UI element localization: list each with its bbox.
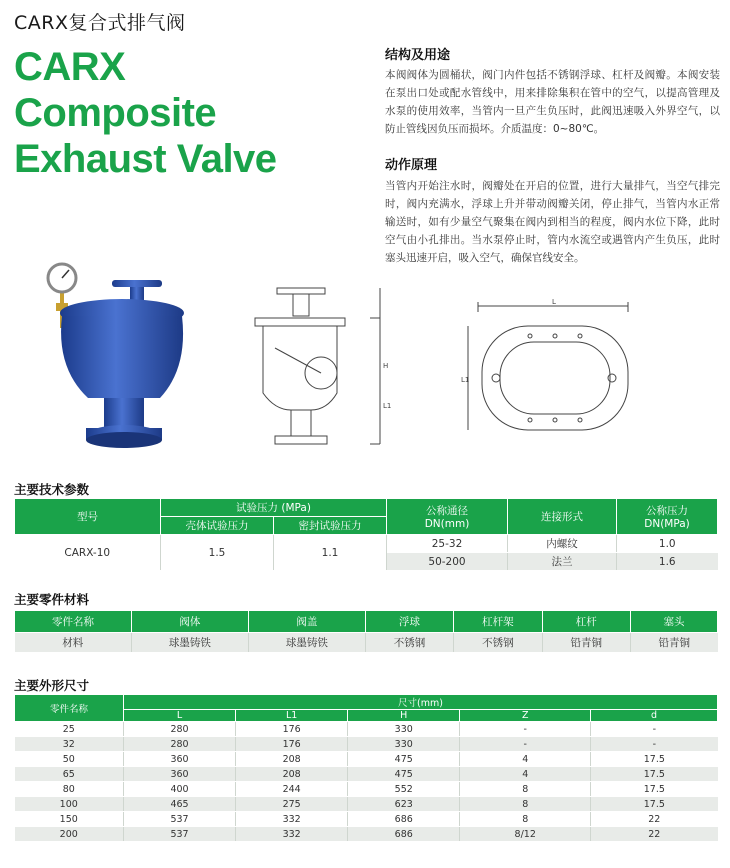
- product-subtitle: CARX复合式排气阀: [14, 12, 186, 34]
- tech-dn-0: 25-32: [387, 535, 508, 553]
- dims-cell: 244: [236, 782, 348, 797]
- dims-cell: 330: [348, 722, 460, 737]
- dims-th-h: H: [348, 710, 460, 722]
- mat-th-1: 阀体: [131, 611, 248, 633]
- dims-cell: 22: [591, 827, 718, 842]
- mat-td-2: 球墨铸铁: [248, 633, 365, 653]
- dims-cell: 17.5: [591, 767, 718, 782]
- dims-cell: 360: [124, 752, 236, 767]
- dims-cell: 8: [460, 782, 591, 797]
- mat-td-5: 铅青铜: [542, 633, 630, 653]
- principle-text: 当管内开始注水时，阀瓣处在开启的位置，进行大量排气，当空气排完时，阀内充满水，浮球上升并带动阀瓣关闭，停止排气，当管内水正常输送时，如有少量空气聚集在阀内到相当的程度，阀内水位下降，此时空气由小孔排出。当水泵停止时，管内水流空或遇管内产生负压，此时塞头迅速开启，吸入空气，确保官线安全。: [385, 180, 720, 264]
- th-dn-unit: DN(mm): [424, 518, 470, 530]
- dims-th-d: d: [591, 710, 718, 722]
- mat-th-2: 阀盖: [248, 611, 365, 633]
- table-row: [15, 737, 718, 752]
- dims-cell: 686: [348, 827, 460, 842]
- dims-cell: 465: [124, 797, 236, 812]
- mat-th-3: 浮球: [365, 611, 453, 633]
- label-h: H: [383, 362, 389, 370]
- table-row: [15, 797, 718, 812]
- dims-cell: 360: [124, 767, 236, 782]
- th-connection: 连接形式: [508, 499, 617, 535]
- dims-cell: 537: [124, 827, 236, 842]
- dims-cell: 17.5: [591, 797, 718, 812]
- tech-connection-1: 法兰: [508, 553, 617, 571]
- dims-cell: -: [460, 722, 591, 737]
- tech-pn-0: 1.0: [617, 535, 718, 553]
- dims-cell: 275: [236, 797, 348, 812]
- principle-heading: 动作原理: [385, 158, 438, 173]
- th-pn: [617, 499, 718, 535]
- mat-td-3: 不锈钢: [365, 633, 453, 653]
- table-row: [15, 812, 718, 827]
- tech-table-title: 主要技术参数: [14, 482, 90, 497]
- th-pn-label: 公称压力: [646, 505, 688, 517]
- dims-cell: 17.5: [591, 782, 718, 797]
- dims-cell: 4: [460, 752, 591, 767]
- tech-connection-0: 内螺纹: [508, 535, 617, 553]
- valve-section-drawing: [235, 278, 400, 458]
- dims-th-l1: L1: [236, 710, 348, 722]
- th-dn: [387, 499, 508, 535]
- dims-cell: 176: [236, 722, 348, 737]
- label-l1: L1: [383, 402, 392, 410]
- dims-cell: 176: [236, 737, 348, 752]
- dims-cell: 280: [124, 737, 236, 752]
- dims-th-z: Z: [460, 710, 591, 722]
- dims-cell: 623: [348, 797, 460, 812]
- structure-text: 本阀阀体为圆桶状，阀门内件包括不锈钢浮球、杠杆及阀瓣。本阀安装在泵出口处或配水管线中，用来排除集积在管中的空气，以提高管理及水泵的使用效率，当管内一旦产生负压时，此阀迅速吸入外界空气，以防止管线因负压而损坏。介质温度：0~80℃。: [385, 69, 720, 135]
- dims-body: [15, 722, 718, 842]
- th-pn-unit: DN(MPa): [644, 518, 690, 530]
- th-seal: 密封试验压力: [274, 517, 387, 535]
- th-model: 型号: [15, 499, 161, 535]
- dims-cell: 537: [124, 812, 236, 827]
- th-test-pressure: 试验压力 (MPa): [161, 499, 387, 517]
- tech-dn-1: 50-200: [387, 553, 508, 571]
- dims-th-l: L: [124, 710, 236, 722]
- structure-heading: 结构及用途: [385, 48, 451, 63]
- dims-cell: 400: [124, 782, 236, 797]
- dims-table-title: 主要外形尺寸: [14, 678, 90, 693]
- title-line-1: CARX: [14, 45, 126, 89]
- mat-th-5: 杠杆: [542, 611, 630, 633]
- dims-cell: 686: [348, 812, 460, 827]
- table-row: [15, 722, 718, 737]
- dims-cell: 208: [236, 752, 348, 767]
- dims-cell: 50: [15, 752, 124, 767]
- dims-cell: 80: [15, 782, 124, 797]
- product-title: [14, 44, 344, 182]
- dims-cell: 4: [460, 767, 591, 782]
- dims-cell: 200: [15, 827, 124, 842]
- table-row: [15, 782, 718, 797]
- label-l: L: [552, 298, 556, 306]
- tech-model: CARX-10: [15, 535, 161, 571]
- table-row: [15, 767, 718, 782]
- dims-table: [14, 694, 718, 842]
- dims-cell: 25: [15, 722, 124, 737]
- dims-cell: 475: [348, 767, 460, 782]
- dims-cell: 332: [236, 827, 348, 842]
- valve-product-image: [20, 258, 220, 463]
- mat-th-6: 塞头: [630, 611, 717, 633]
- dims-cell: 332: [236, 812, 348, 827]
- dims-cell: 8: [460, 812, 591, 827]
- label-l1-plan: L1: [461, 376, 470, 384]
- valve-plan-drawing: [460, 298, 640, 438]
- mat-td-0: 材料: [15, 633, 132, 653]
- mat-td-1: 球墨铸铁: [131, 633, 248, 653]
- dims-cell: 65: [15, 767, 124, 782]
- mat-td-6: 铅青铜: [630, 633, 717, 653]
- dims-cell: 32: [15, 737, 124, 752]
- dims-cell: 280: [124, 722, 236, 737]
- table-row: [15, 827, 718, 842]
- dims-cell: 17.5: [591, 752, 718, 767]
- mat-td-4: 不锈钢: [454, 633, 542, 653]
- title-line-2: Composite: [14, 91, 217, 135]
- tech-shell: 1.5: [161, 535, 274, 571]
- materials-table: [14, 610, 718, 653]
- dims-th-size: 尺寸(mm): [124, 695, 718, 710]
- tech-pn-1: 1.6: [617, 553, 718, 571]
- tech-table: [14, 498, 718, 571]
- dims-cell: 8: [460, 797, 591, 812]
- dims-cell: 475: [348, 752, 460, 767]
- dims-cell: 100: [15, 797, 124, 812]
- table-row: [15, 752, 718, 767]
- dims-cell: 330: [348, 737, 460, 752]
- dims-cell: 22: [591, 812, 718, 827]
- th-shell: 壳体试验压力: [161, 517, 274, 535]
- th-dn-label: 公称通径: [426, 505, 468, 517]
- materials-table-title: 主要零件材料: [14, 592, 90, 607]
- dims-cell: -: [591, 722, 718, 737]
- dims-cell: 552: [348, 782, 460, 797]
- dims-cell: 150: [15, 812, 124, 827]
- tech-seal: 1.1: [274, 535, 387, 571]
- mat-th-4: 杠杆架: [454, 611, 542, 633]
- mat-th-0: 零件名称: [15, 611, 132, 633]
- dims-cell: -: [460, 737, 591, 752]
- dims-cell: 208: [236, 767, 348, 782]
- dims-cell: 8/12: [460, 827, 591, 842]
- dims-th-part: 零件名称: [15, 695, 124, 722]
- title-line-3: Exhaust Valve: [14, 137, 277, 181]
- dims-cell: -: [591, 737, 718, 752]
